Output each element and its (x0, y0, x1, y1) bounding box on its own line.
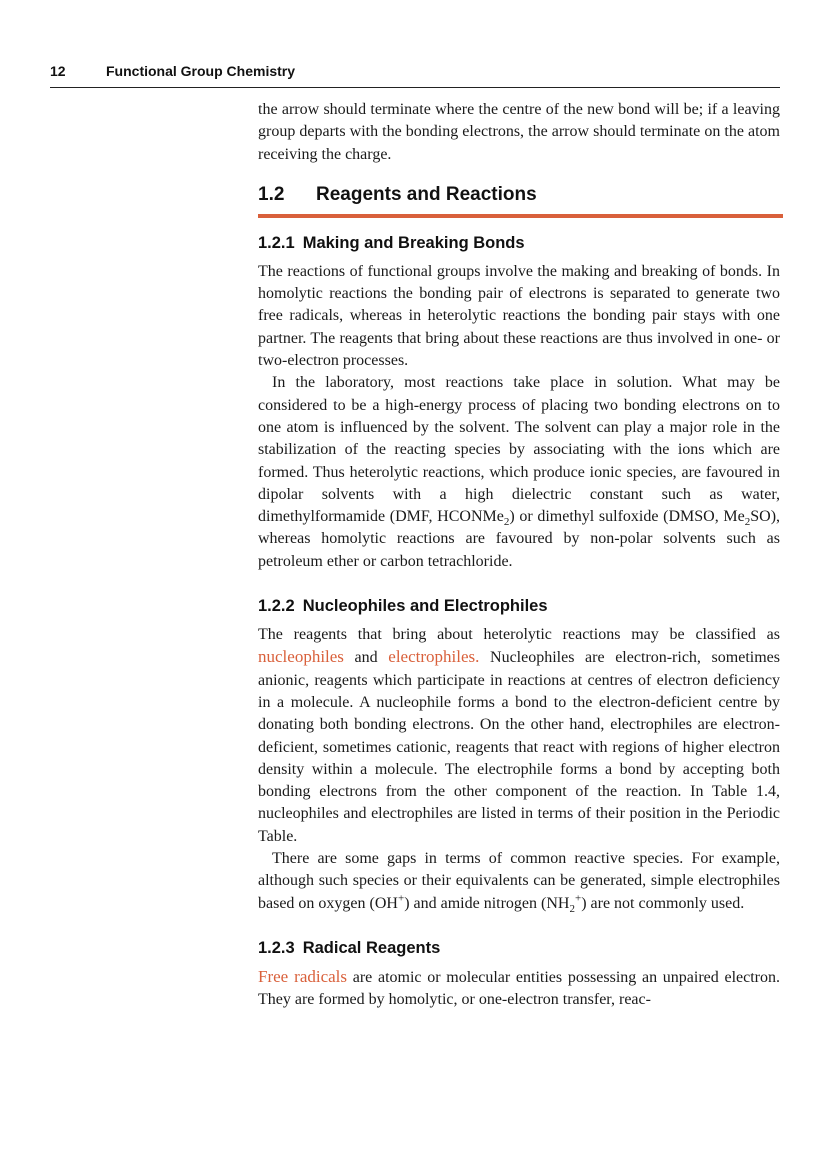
keyword-electrophiles: electrophiles. (388, 647, 480, 667)
section-title: Reagents and Reactions (316, 183, 537, 205)
section-number: 1.2 (258, 183, 285, 205)
header-rule (50, 87, 780, 88)
subsection-title: Making and Breaking Bonds (302, 233, 525, 252)
subsection-heading-1-2-2 (258, 597, 780, 616)
subsection-number: 1.2.3 (258, 938, 295, 957)
subsection-heading-1-2-3 (258, 939, 780, 958)
section-heading (258, 184, 780, 206)
page-number: 12 (50, 63, 66, 79)
subsection-heading-1-2-1 (258, 234, 780, 253)
subsection-number: 1.2.1 (258, 233, 295, 252)
paragraph-nucleophiles-1: The reagents that bring about heterolytic reactions may be classified as nucleophiles and electrophiles. Nucleophiles are electron-rich, sometimes anionic, reagents which participate in reactions at centres of electron deficiency in a molecule. A nucleophile forms a bond to the electron-deficient centre by donating both bonding electrons. On the other hand, electrophiles are electron-deficient, sometimes cationic, reagents that react with regions of higher electron density within a molecule. The electrophile forms a bond by accepting both bonding electrons from the other component of the reaction. In Table 1.4, nucleophiles and electrophiles are listed in terms of their position in the Periodic Table. (258, 626, 780, 845)
subsection-number: 1.2.2 (258, 597, 295, 616)
subsection-title: Nucleophiles and Electrophiles (302, 597, 548, 616)
paragraph-nucleophiles-2: There are some gaps in terms of common reactive species. For example, although such species or their equivalents can be generated, simple electrophiles based on oxygen (OH+) and amide nitrogen $(NH_2^+)$ are not commonly used. (258, 850, 780, 915)
keyword-free-radicals: Free radicals (258, 966, 348, 986)
book-title: Functional Group Chemistry (106, 63, 296, 79)
paragraph-bonds-1: The reactions of functional groups involve the making and breaking of bonds. In homolytic reactions the bonding pair of electrons is separated to generate two free radicals, whereas in heterolytic reactions the bonding pair stays with one partner. The reagents that bring about these reactions are thus involved in one- or two-electron processes. (258, 262, 780, 370)
keyword-nucleophiles: nucleophiles (258, 647, 344, 667)
intro-paragraph: the arrow should terminate where the centre of the new bond will be; if a leaving group departs with the bonding electrons, the arrow should terminate on the atom receiving the charge. (258, 101, 780, 163)
paragraph-bonds-2: In the laboratory, most reactions take place in solution. What may be considered to be a high-energy process of placing two bonding electrons on to one atom is influenced by the solvent. The solvent can play a major role in the stabilization of the reacting species by associating with the ions which are formed. Thus heterolytic reactions, which produce ionic species, are favoured in dipolar solvents with a high dielectric constant such as water, dimethylformamide (DMF, HCONMe$_2$) or dimethyl sulfoxide (DMSO, $Me_2SO$), whereas homolytic reactions are favoured by non-polar solvents such as petroleum ether or carbon tetrachloride. (258, 374, 781, 570)
subsection-title: Radical Reagents (302, 938, 441, 957)
running-head (50, 63, 780, 79)
paragraph-radicals-1: Free radicals are atomic or molecular entities possessing an unpaired electron. They are formed by homolytic, or one-electron transfer, reac- (258, 966, 780, 1009)
page-content (258, 99, 780, 1012)
